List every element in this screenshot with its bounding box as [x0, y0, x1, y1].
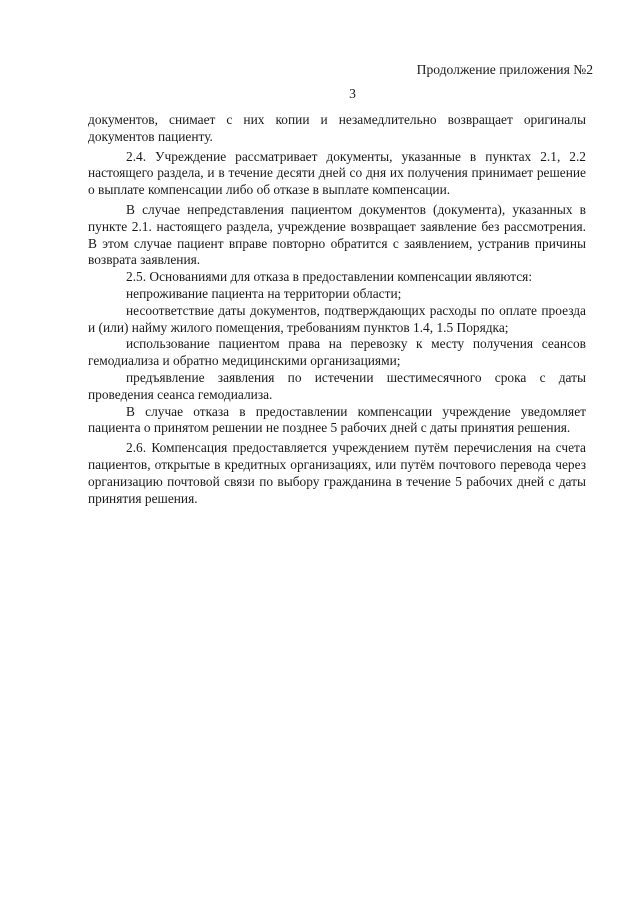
paragraph-2-6: 2.6. Компенсация предоставляется учреждением путём перечисления на счета пациентов, открытые в кредитных организациях, или путём почтового перевода через организацию почтовой связи по выбору гражданина в течение 5 рабочих дней с даты принятия решения.	[88, 440, 586, 506]
appendix-continuation-label: Продолжение приложения №2	[416, 62, 593, 77]
refusal-ground-deadline: предъявление заявления по истечении шестимесячного срока с даты проведения сеанса гемодиализа.	[88, 369, 586, 402]
paragraph-2-4: 2.4. Учреждение рассматривает документы, указанные в пунктах 2.1, 2.2 настоящего раздела, и в течение десяти дней со дня их получения принимает решение о выплате компенсации либо об отказе в выплате компенсации.	[88, 148, 586, 198]
page-number: 3	[349, 86, 356, 101]
paragraph-2-5: 2.5. Основаниями для отказа в предоставлении компенсации являются:	[126, 269, 533, 285]
refusal-ground-residence: непроживание пациента на территории области;	[126, 285, 402, 301]
paragraph-refusal-notice: В случае отказа в предоставлении компенсации учреждение уведомляет пациента о принятом решении не позднее 5 рабочих дней с даты принятия решения.	[88, 403, 586, 436]
paragraph-non-submission: В случае непредставления пациентом документов (документа), указанных в пункте 2.1. настоящего раздела, учреждение возвращает заявление без рассмотрения. В этом случае пациент вправе повторно обратится с заявлением, устранив причины возврата заявления.	[88, 201, 586, 268]
paragraph-continuation: документов, снимает с них копии и незамедлительно возвращает оригиналы документов пациенту.	[88, 112, 586, 144]
document-body	[88, 112, 586, 507]
refusal-ground-dates: несоответствие даты документов, подтверждающих расходы по оплате проезда и (или) найму жилого помещения, требованиям пунктов 1.4, 1.5 Порядка;	[88, 302, 586, 335]
refusal-ground-transport: использование пациентом права на перевозку к месту получения сеансов гемодиализа и обратно медицинскими организациями;	[88, 336, 586, 369]
